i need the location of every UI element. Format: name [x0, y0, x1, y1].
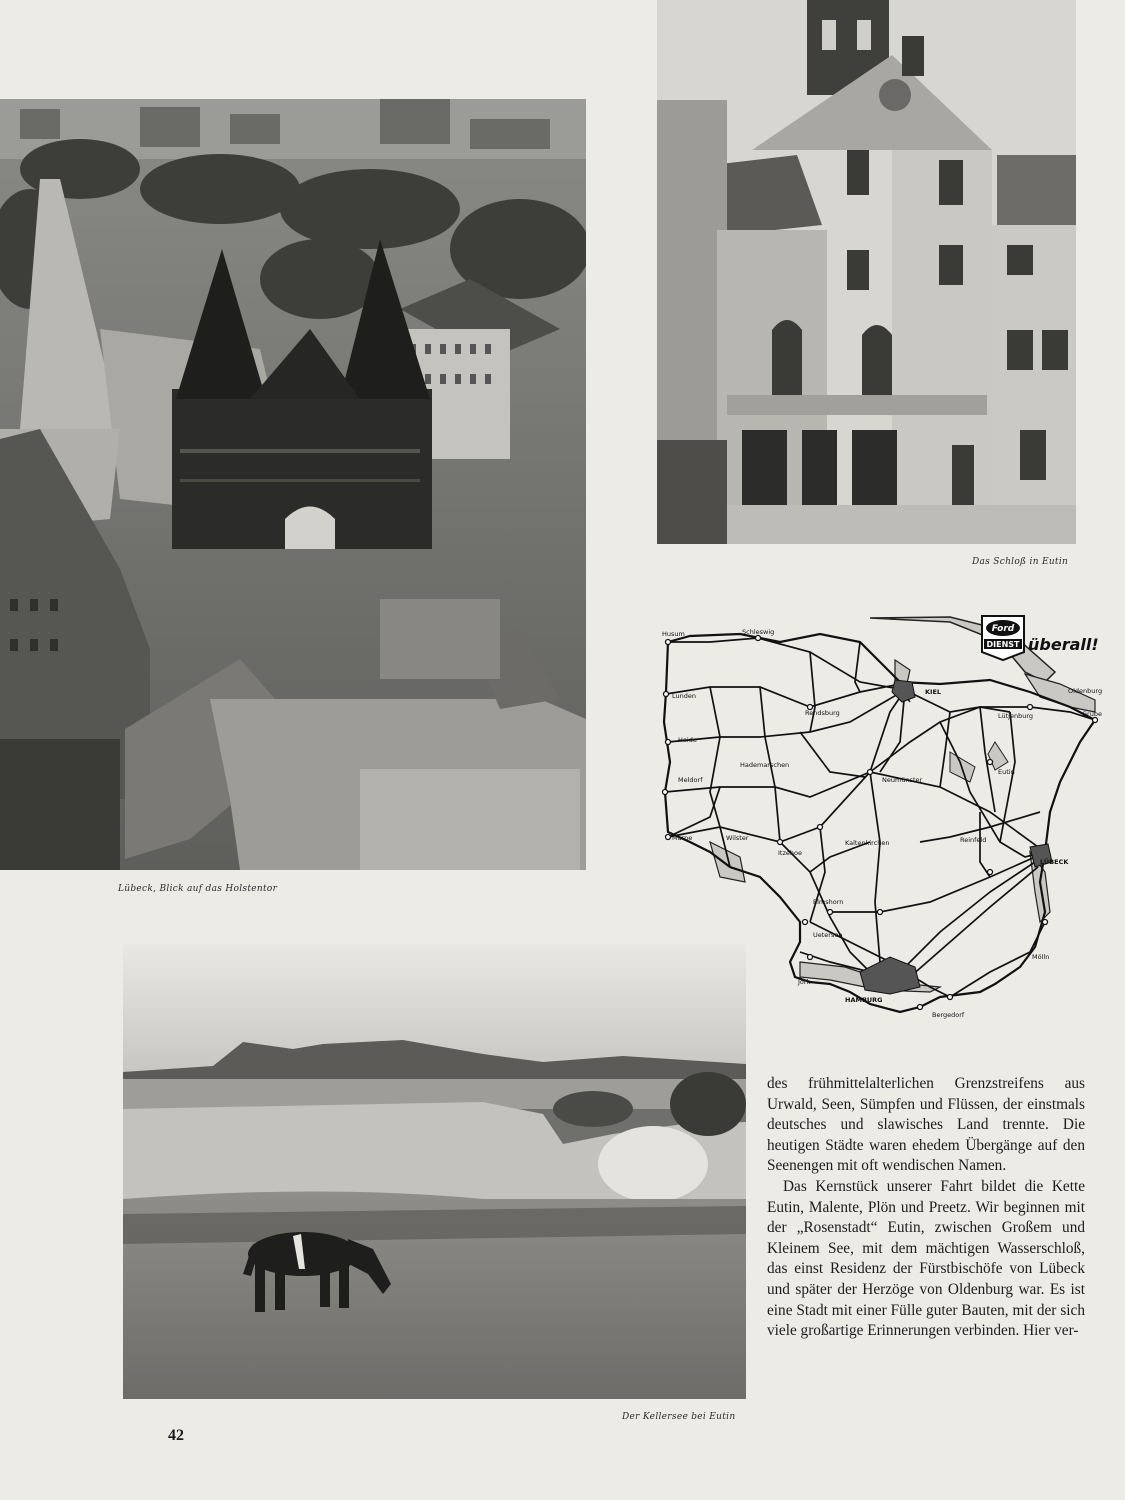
- kellersee-photo-image: [123, 944, 746, 1399]
- map-label-husum: Husum: [662, 630, 685, 638]
- badge-slogan-text: überall!: [1028, 635, 1099, 654]
- map-label-hademarschen: Hademarschen: [740, 761, 790, 769]
- map-label-uetersen: Uetersen: [813, 931, 843, 939]
- map-label-lunden: Lunden: [672, 692, 696, 700]
- caption-eutin-castle: Das Schloß in Eutin: [972, 557, 1069, 567]
- map-label-kiel: KIEL: [925, 688, 942, 696]
- ford-dienst-badge: [982, 616, 1099, 660]
- luebeck-photo-image: [0, 99, 586, 870]
- photo-eutin-castle: [657, 0, 1076, 544]
- map-label-neumuenster: Neumünster: [882, 776, 923, 784]
- photo-luebeck-holstentor: [0, 99, 586, 870]
- map-label-elmshorn: Elmshorn: [813, 898, 844, 906]
- article-paragraph-2: Das Kernstück unserer Fahrt bildet die Kette Eutin, Malente, Plön und Preetz. Wir beginnen mit der „Rosenstadt“ Eutin, zwischen Großem und Kleinem See, mit dem mächtigen Wasserschloß, das einst Residenz der Fürstbischöfe von Lübeck und später der Herzöge von Oldenburg war. Es ist eine Stadt mit einer Fülle guter Bauten, mit der sich viele großartige Erinnerungen verbinden. Hier ver-: [767, 1177, 1085, 1340]
- page-number: 42: [168, 1427, 184, 1444]
- map-label-eutin: Eutin: [998, 768, 1015, 776]
- eutin-castle-photo-image: [657, 0, 1076, 544]
- map-label-marne: Marne: [672, 834, 693, 842]
- map-label-meldorf: Meldorf: [678, 776, 703, 784]
- map-label-kaltenkirchen: Kaltenkirchen: [845, 839, 890, 847]
- article-paragraph-1: des frühmittelalterlichen Grenzstreifens aus Urwald, Seen, Sümpfen und Flüssen, der einstmals deutsches und slawisches Land trennte. Die heutigen Städte waren ehedem Übergänge auf den Seenengen mit oft wendischen Namen.: [767, 1075, 1085, 1175]
- map-label-rendsburg: Rendsburg: [805, 709, 840, 717]
- map-label-wilster: Wilster: [726, 834, 749, 842]
- map-label-hamburg: HAMBURG: [845, 996, 883, 1004]
- map-label-itzehoe: Itzehoe: [778, 849, 802, 857]
- map-label-oldenburg: Oldenburg: [1068, 687, 1103, 695]
- map-label-bergedorf: Bergedorf: [932, 1011, 965, 1019]
- map-label-grube: Grube: [1082, 710, 1102, 718]
- badge-dienst-text: DIENST: [986, 640, 1020, 649]
- map-label-luebeck: LÜBECK: [1040, 858, 1069, 866]
- map-label-jork: Jork: [798, 978, 811, 986]
- map-label-heide: Heide: [678, 736, 697, 744]
- map-label-moelln: Mölln: [1032, 953, 1050, 961]
- photo-kellersee: [123, 944, 746, 1399]
- map-label-reinfeld: Reinfeld: [960, 836, 987, 844]
- caption-luebeck: Lübeck, Blick auf das Holstentor: [118, 884, 278, 894]
- caption-kellersee: Der Kellersee bei Eutin: [622, 1412, 736, 1422]
- badge-ford-text: Ford: [991, 624, 1015, 634]
- map-label-luetjenburg: Lütjenburg: [998, 712, 1034, 720]
- map-label-schleswig: Schleswig: [742, 628, 775, 636]
- article-text: [767, 1074, 1085, 1342]
